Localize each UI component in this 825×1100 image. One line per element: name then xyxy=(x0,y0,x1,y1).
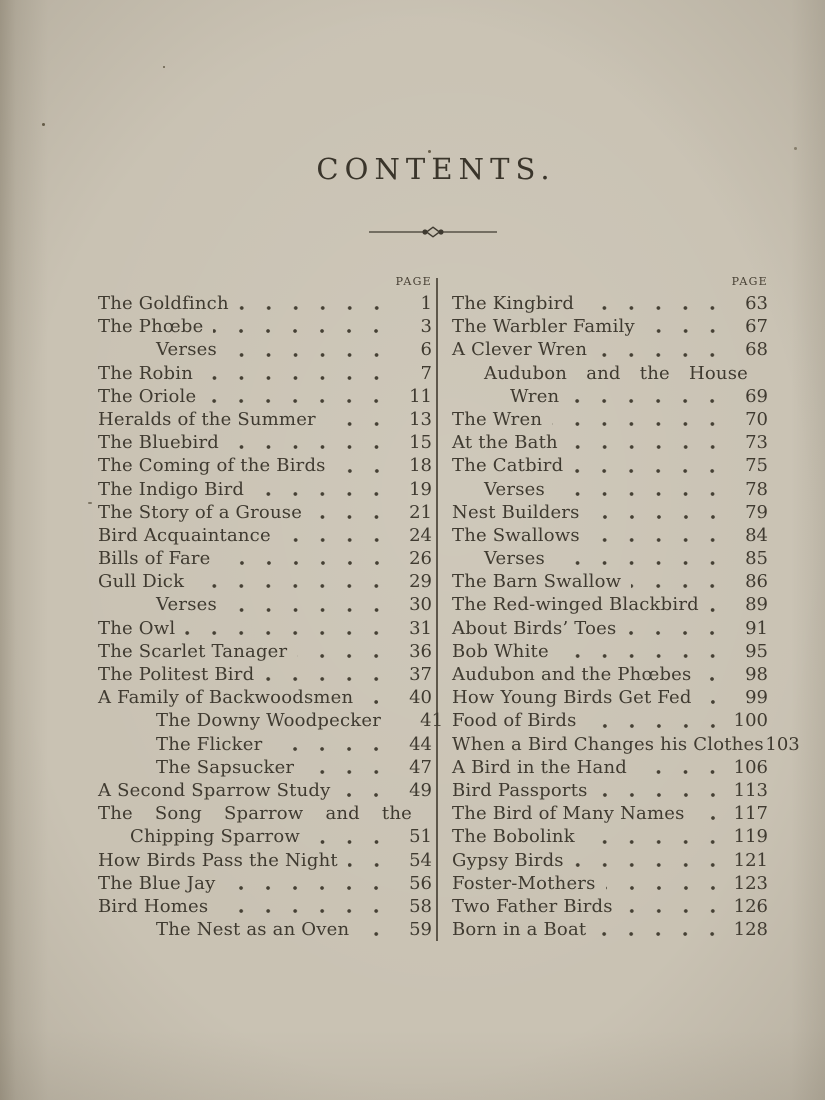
toc-entry-page: 69 xyxy=(745,385,768,407)
toc-entry-page: 119 xyxy=(733,826,768,848)
toc-entry xyxy=(98,709,444,732)
toc-entry-title: The Swallows xyxy=(452,524,580,546)
toc-entry xyxy=(452,663,768,686)
leader-dots xyxy=(229,445,390,449)
toc-entry xyxy=(452,895,768,918)
toc-entry-title: Wren xyxy=(510,385,560,407)
toc-entry-page: 84 xyxy=(745,524,768,546)
toc-entry-page: 91 xyxy=(745,617,768,639)
toc-entry xyxy=(98,849,432,872)
toc-entry xyxy=(98,501,432,524)
toc-entry-title: The Catbird xyxy=(452,455,564,477)
toc-entry-page: 86 xyxy=(745,571,768,593)
leader-dots xyxy=(623,909,726,913)
paper-speck xyxy=(163,66,165,68)
toc-entry xyxy=(98,292,432,315)
toc-entry-page: 126 xyxy=(733,895,768,917)
toc-entry-title: How Birds Pass the Night xyxy=(98,849,338,871)
toc-entry xyxy=(452,709,768,732)
toc-entry-title: The Sapsucker xyxy=(156,756,295,778)
toc-entry-page: 56 xyxy=(409,872,432,894)
toc-entry xyxy=(98,663,432,686)
toc-entry-page: 75 xyxy=(745,455,768,477)
toc-entry-title: Verses xyxy=(484,478,545,500)
toc-entry-title: When a Bird Changes his Clothes xyxy=(452,733,764,755)
toc-entry-page: 68 xyxy=(745,339,768,361)
toc-entry-title: Heralds of the Summer xyxy=(98,408,316,430)
leader-dots xyxy=(645,329,726,333)
leader-dots xyxy=(391,724,401,728)
leader-dots xyxy=(552,422,726,426)
toc-entry-page: 73 xyxy=(745,432,768,454)
toc-entry xyxy=(452,593,768,616)
toc-entry-title: Two Father Birds xyxy=(452,895,613,917)
toc-entry-page: 54 xyxy=(409,849,432,871)
paper-speck xyxy=(794,147,797,150)
toc-entry-title: The Coming of the Birds xyxy=(98,455,326,477)
toc-entry xyxy=(452,802,768,825)
toc-entry-page: 18 xyxy=(409,455,432,477)
toc-entry-page: 47 xyxy=(409,756,432,778)
toc-entry xyxy=(452,478,768,501)
toc-entry-title: The Downy Woodpecker xyxy=(156,710,382,732)
toc-entry xyxy=(452,825,768,848)
toc-entry-page: 113 xyxy=(733,779,768,801)
toc-entry-page: 24 xyxy=(409,524,432,546)
toc-entry-title: Verses xyxy=(156,594,217,616)
toc-entry xyxy=(452,779,768,802)
leader-dots xyxy=(702,700,726,704)
leader-dots xyxy=(631,584,726,588)
toc-entry-title: A Clever Wren xyxy=(452,339,588,361)
toc-entry-page: 58 xyxy=(409,895,432,917)
paper-speck xyxy=(42,123,45,126)
toc-entry xyxy=(98,617,432,640)
toc-entry-page: 103 xyxy=(765,733,800,755)
toc-entry-page: 79 xyxy=(745,501,768,523)
page-title: CONTENTS. xyxy=(316,152,556,186)
leader-dots xyxy=(340,793,390,797)
toc-entry-title: The Bobolink xyxy=(452,826,575,848)
toc-entry xyxy=(98,756,432,779)
leader-dots xyxy=(574,863,726,867)
toc-entry-page: 59 xyxy=(409,919,432,941)
toc-entry-page: 36 xyxy=(409,640,432,662)
toc-entry-page: 26 xyxy=(409,548,432,570)
toc-entry xyxy=(452,617,768,640)
toc-entry-page: 123 xyxy=(733,872,768,894)
toc-entry xyxy=(452,362,768,385)
toc-entry xyxy=(452,408,768,431)
toc-entry-title: The Wren xyxy=(452,408,543,430)
leader-dots xyxy=(637,770,726,774)
toc-entry-page: 99 xyxy=(745,687,768,709)
toc-entry-page: 44 xyxy=(409,733,432,755)
toc-entry-title: The Story of a Grouse xyxy=(98,501,303,523)
leader-dots xyxy=(272,747,390,751)
leader-dots xyxy=(227,608,390,612)
toc-entry-title: Bird Passports xyxy=(452,779,588,801)
leader-dots xyxy=(206,399,390,403)
toc-entry xyxy=(98,686,432,709)
toc-entry-title: A Bird in the Hand xyxy=(452,756,627,778)
toc-entry xyxy=(98,872,432,895)
toc-entry-title: The Owl xyxy=(98,617,176,639)
toc-entry-page: 6 xyxy=(420,339,432,361)
leader-dots xyxy=(348,863,390,867)
toc-entry-title: The Flicker xyxy=(156,733,263,755)
toc-entry xyxy=(452,918,768,941)
toc-entry-title: Bird Homes xyxy=(98,895,209,917)
toc-entry xyxy=(452,872,768,895)
toc-entry-page: 3 xyxy=(420,316,432,338)
toc-entry xyxy=(452,524,768,547)
toc-entry-page: 31 xyxy=(409,617,432,639)
toc-entry xyxy=(452,501,768,524)
toc-entry-title: Verses xyxy=(484,548,545,570)
toc-entry xyxy=(98,431,432,454)
toc-entry xyxy=(98,454,432,477)
leader-dots xyxy=(225,886,390,890)
leader-dots xyxy=(590,538,726,542)
toc-entry xyxy=(98,315,432,338)
toc-entry-page: 63 xyxy=(745,293,768,314)
toc-entry-title: Gypsy Birds xyxy=(452,849,564,871)
leader-dots xyxy=(573,469,726,473)
leader-dots xyxy=(304,770,390,774)
toc-entry-title: The Barn Swallow xyxy=(452,571,622,593)
toc-entry-page: 67 xyxy=(745,316,768,338)
toc-entry-title: The Red-winged Blackbird xyxy=(452,594,699,616)
toc-entry xyxy=(98,733,432,756)
leader-dots xyxy=(559,654,726,658)
toc-entry-page: 11 xyxy=(409,385,432,407)
toc-entry-page: 51 xyxy=(409,826,432,848)
toc-entry-page: 100 xyxy=(733,710,768,732)
leader-dots xyxy=(555,561,726,565)
toc-entry xyxy=(452,756,768,779)
leader-dots xyxy=(363,700,390,704)
leader-dots xyxy=(336,469,390,473)
toc-entry-page: 117 xyxy=(733,803,768,825)
leader-dots xyxy=(626,631,726,635)
toc-entry xyxy=(98,593,432,616)
toc-entry-page: 128 xyxy=(733,919,768,941)
toc-entry-title: The Bird of Many Names xyxy=(452,803,685,825)
contents-heading-wrap xyxy=(98,152,768,186)
toc-entry-title: About Birds’ Toes xyxy=(452,617,617,639)
page-column-header: PAGE xyxy=(731,275,768,288)
column-divider-rule xyxy=(436,278,438,941)
toc-entry-title: The Goldfinch xyxy=(98,293,229,314)
toc-entry-title: The Scarlet Tanager xyxy=(98,640,288,662)
toc-entry xyxy=(98,895,432,918)
toc-entry-title: The Phœbe xyxy=(98,316,204,338)
toc-entry-title: Audubon and the House xyxy=(484,362,748,384)
toc-entry-title: Foster-Mothers xyxy=(452,872,596,894)
toc-entry-title: Bob White xyxy=(452,640,549,662)
leader-dots xyxy=(568,445,726,449)
toc-entry xyxy=(98,385,432,408)
toc-entry xyxy=(452,547,768,570)
toc-entry-title: Nest Builders xyxy=(452,501,580,523)
toc-entry xyxy=(452,686,768,709)
leader-dots xyxy=(555,492,726,496)
toc-entry-title: The Bluebird xyxy=(98,432,220,454)
toc-entry xyxy=(98,408,432,431)
toc-entry xyxy=(452,292,768,315)
leader-dots xyxy=(203,376,390,380)
leader-dots xyxy=(585,840,726,844)
toc-entry-title: How Young Birds Get Fed xyxy=(452,687,692,709)
toc-entry xyxy=(452,640,768,663)
toc-column-left xyxy=(98,274,444,941)
leader-dots xyxy=(584,306,726,310)
toc-entry xyxy=(98,362,432,385)
toc-entry xyxy=(452,385,768,408)
leader-dots xyxy=(297,654,390,658)
toc-entry-title: The Kingbird xyxy=(452,293,575,314)
leader-dots xyxy=(569,399,726,403)
leader-dots xyxy=(185,631,390,635)
leader-dots xyxy=(227,353,390,357)
leader-dots xyxy=(310,840,390,844)
toc-entry-title: The Blue Jay xyxy=(98,872,216,894)
toc-entry xyxy=(98,547,432,570)
toc-entry-title: The Warbler Family xyxy=(452,316,635,338)
leader-dots xyxy=(218,909,390,913)
toc-entry-page: 40 xyxy=(409,687,432,709)
toc-entry-page: 19 xyxy=(409,478,432,500)
leader-dots xyxy=(598,793,726,797)
leader-dots xyxy=(709,608,726,612)
toc-entry-title: A Second Sparrow Study xyxy=(98,779,331,801)
toc-entry-title: Verses xyxy=(156,339,217,361)
toc-entry xyxy=(98,570,432,593)
toc-column-right xyxy=(452,274,800,941)
leader-dots xyxy=(281,538,390,542)
toc-entry-page: 89 xyxy=(745,594,768,616)
toc-entry-title: The Nest as an Oven xyxy=(156,919,350,941)
ornament-wrap xyxy=(98,224,768,243)
leader-dots xyxy=(312,515,390,519)
leader-dots xyxy=(596,932,726,936)
toc-entry xyxy=(98,779,432,802)
toc-entry xyxy=(452,454,768,477)
leader-dots xyxy=(221,561,390,565)
leader-dots xyxy=(606,886,726,890)
toc-entry-page: 98 xyxy=(745,664,768,685)
divider-ornament-icon xyxy=(367,225,499,239)
toc-entry-page: 13 xyxy=(409,408,432,430)
leader-dots xyxy=(701,677,726,681)
toc-entry xyxy=(98,338,432,361)
toc-entry-page: 7 xyxy=(420,362,432,384)
toc-entry xyxy=(98,640,432,663)
toc-entry xyxy=(452,338,768,361)
toc-entry xyxy=(98,524,432,547)
leader-dots xyxy=(695,816,726,820)
toc-entry-title: Born in a Boat xyxy=(452,919,587,941)
leader-dots xyxy=(326,422,390,426)
leader-dots xyxy=(597,353,726,357)
toc-entry-page: 106 xyxy=(733,756,768,778)
toc-entry xyxy=(98,825,432,848)
toc-entry xyxy=(452,733,800,756)
paper-speck xyxy=(88,502,92,504)
toc-entry-title: The Politest Bird xyxy=(98,664,255,685)
toc-entry xyxy=(452,849,768,872)
toc-entry-title: The Indigo Bird xyxy=(98,478,245,500)
toc-entry-title: Food of Birds xyxy=(452,710,577,732)
toc-entry-title: Chipping Sparrow xyxy=(130,826,300,848)
leader-dots xyxy=(213,329,390,333)
toc-entry-page: 37 xyxy=(409,664,432,685)
toc-entry-title: At the Bath xyxy=(452,432,558,454)
toc-entry-page: 95 xyxy=(745,640,768,662)
toc-entry-title: Gull Dick xyxy=(98,571,185,593)
leader-dots xyxy=(194,584,390,588)
leader-dots xyxy=(359,932,390,936)
toc-entry-page: 85 xyxy=(745,548,768,570)
toc-entry xyxy=(98,478,432,501)
toc-entry-title: A Family of Backwoodsmen xyxy=(98,687,354,709)
toc-entry-title: Bird Acquaintance xyxy=(98,524,271,546)
toc-entry-page: 49 xyxy=(409,779,432,801)
toc-entry-page: 41 xyxy=(420,710,444,732)
toc-entry-page: 15 xyxy=(409,432,432,454)
toc-entry-page: 30 xyxy=(409,594,432,616)
toc-entry-page: 1 xyxy=(420,293,432,314)
leader-dots xyxy=(254,492,390,496)
leader-dots xyxy=(590,515,726,519)
toc-entry-title: The Song Sparrow and the xyxy=(98,803,412,825)
page-column-header: PAGE xyxy=(395,275,432,288)
toc-entry xyxy=(452,570,768,593)
toc-entry-title: The Oriole xyxy=(98,385,197,407)
leader-dots xyxy=(587,724,726,728)
leader-dots xyxy=(264,677,390,681)
toc-entry-page: 21 xyxy=(409,501,432,523)
toc-entry-page: 121 xyxy=(733,849,768,871)
toc-entry-title: Bills of Fare xyxy=(98,548,211,570)
toc-entry xyxy=(452,431,768,454)
toc-entry-page: 29 xyxy=(409,571,432,593)
toc-entry-page: 78 xyxy=(745,478,768,500)
toc-entry xyxy=(98,918,432,941)
toc-entry xyxy=(98,802,432,825)
toc-entry xyxy=(452,315,768,338)
toc-entry-title: The Robin xyxy=(98,362,194,384)
leader-dots xyxy=(239,306,390,310)
toc-entry-title: Audubon and the Phœbes xyxy=(452,664,692,685)
toc-entry-page: 70 xyxy=(745,408,768,430)
